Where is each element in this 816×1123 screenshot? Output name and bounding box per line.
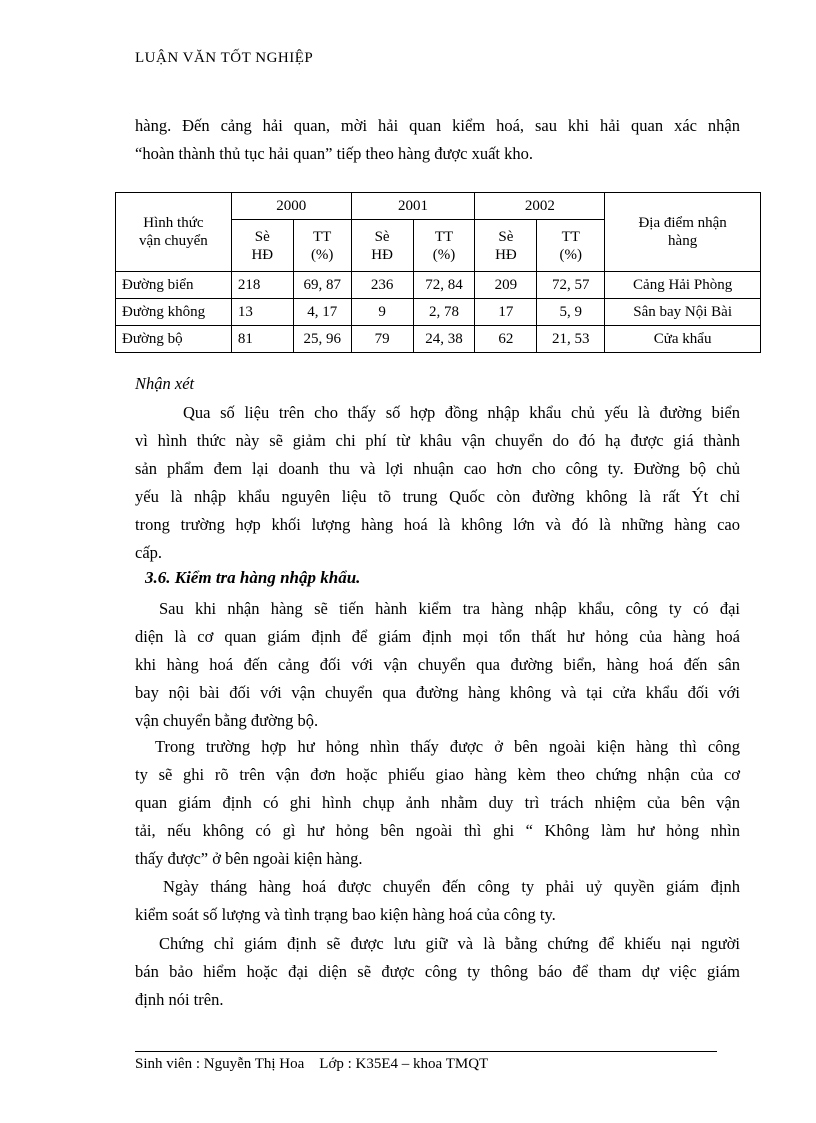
cell-value: 17 — [475, 299, 537, 326]
cell-place: Sân bay Nội Bài — [605, 299, 761, 326]
footer-class: Lớp : K35E4 – khoa TMQT — [319, 1056, 489, 1072]
paragraph-line: Sau khi nhận hàng sẽ tiến hành kiểm tra hàng nhập khẩu, công ty có đại — [159, 599, 740, 618]
remark-line: cấp. — [135, 543, 163, 562]
paragraph-line: ty sẽ ghi rõ trên vận đơn hoặc phiếu giao hàng kèm theo chứng nhận của cơ — [135, 765, 740, 784]
remark-line: trong trường hợp khối lượng hàng hoá là không lớn và đó là những hàng cao — [135, 515, 740, 534]
header-mode — [116, 193, 232, 272]
sub-tt — [293, 220, 351, 272]
page-header: LUẬN VĂN TỐT NGHIỆP — [135, 50, 314, 66]
intro-line: hàng. Đến cảng hải quan, mời hải quan kiểm hoá, sau khi hải quan xác nhận — [135, 116, 740, 135]
cell-place: Cảng Hải Phòng — [605, 272, 761, 299]
cell-value: 2, 78 — [413, 299, 475, 326]
page-footer — [135, 1056, 488, 1073]
cell-value: 218 — [231, 272, 293, 299]
paragraph-line: vận chuyển bằng đường bộ. — [135, 711, 319, 730]
remark-label: Nhận xét — [135, 374, 195, 393]
section-heading: 3.6. Kiểm tra hàng nhập khẩu. — [145, 568, 361, 587]
paragraph-line: thấy được” ở bên ngoài kiện hàng. — [135, 849, 363, 868]
section-paragraph — [135, 930, 740, 1014]
cell-value: 79 — [351, 326, 413, 353]
sub-so — [351, 220, 413, 272]
header-place — [605, 193, 761, 272]
sub-so-line: HĐ — [371, 246, 393, 263]
footer-student: Sinh viên : Nguyễn Thị Hoa — [135, 1056, 305, 1072]
remark-paragraph — [135, 399, 740, 567]
cell-value: 72, 84 — [413, 272, 475, 299]
section-paragraph — [135, 733, 740, 873]
paragraph-line: Chứng chỉ giám định sẽ được lưu giữ và là bằng chứng để khiếu nại người — [159, 934, 740, 953]
header-year: 2001 — [351, 193, 475, 220]
cell-place: Cửa khẩu — [605, 326, 761, 353]
cell-mode: Đường biển — [116, 272, 232, 299]
paragraph-line: Ngày tháng hàng hoá được chuyển đến công ty phải uỷ quyền giám định — [163, 877, 740, 896]
sub-tt-line: TT — [313, 228, 332, 245]
paragraph-line: diện là cơ quan giám định để giám định mọi tổn thất hư hỏng của hàng hoá — [135, 627, 740, 646]
cell-value: 62 — [475, 326, 537, 353]
sub-tt-line: (%) — [310, 246, 334, 263]
cell-value: 24, 38 — [413, 326, 475, 353]
cell-value: 72, 57 — [537, 272, 605, 299]
cell-value: 4, 17 — [293, 299, 351, 326]
table-row — [116, 299, 761, 326]
header-year: 2000 — [231, 193, 351, 220]
paragraph-line: tải, nếu không có gì hư hỏng bên ngoài thì ghi “ Không làm hư hỏng nhìn — [135, 821, 740, 840]
sub-tt-line: TT — [434, 228, 454, 245]
paragraph-line: kiểm soát số lượng và tình trạng bao kiện hàng hoá của công ty. — [135, 905, 556, 924]
cell-value: 21, 53 — [537, 326, 605, 353]
header-mode-line: vận chuyển — [139, 233, 208, 249]
sub-tt — [537, 220, 605, 272]
header-mode-line: Hình thức — [143, 215, 204, 231]
header-place-line: Địa điểm nhận — [638, 215, 727, 231]
sub-so — [231, 220, 293, 272]
sub-so — [475, 220, 537, 272]
paragraph-line: định nói trên. — [135, 990, 224, 1009]
cell-value: 209 — [475, 272, 537, 299]
intro-line: “hoàn thành thủ tục hải quan” tiếp theo hàng được xuất kho. — [135, 144, 533, 163]
sub-tt-line: (%) — [559, 246, 583, 263]
footer-divider — [135, 1051, 717, 1052]
sub-tt-line: (%) — [432, 246, 456, 263]
sub-tt — [413, 220, 475, 272]
intro-paragraph — [135, 112, 740, 168]
cell-value: 81 — [231, 326, 293, 353]
paragraph-line: bán bảo hiểm hoặc đại diện sẽ được công ty thông báo để tham dự việc giám — [135, 962, 740, 981]
table-row — [116, 326, 761, 353]
cell-value: 5, 9 — [537, 299, 605, 326]
table-row — [116, 272, 761, 299]
table-header-row — [116, 193, 761, 220]
paragraph-line: bay nội bài đối với vận chuyển qua đường hàng không và tại cửa khẩu đối với — [135, 683, 740, 702]
cell-value: 9 — [351, 299, 413, 326]
paragraph-line: khi hàng hoá đến cảng đối với vận chuyển qua đường biển, hàng hoá đến sân — [135, 655, 740, 674]
remark-line: vì hình thức này sẽ giảm chi phí từ khâu vận chuyển do đó hạ được giá thành — [135, 431, 740, 450]
section-paragraph — [135, 595, 740, 735]
header-place-line: hàng — [668, 233, 698, 249]
paragraph-line: Trong trường hợp hư hỏng nhìn thấy được ở bên ngoài kiện hàng thì công — [155, 737, 740, 756]
cell-value: 236 — [351, 272, 413, 299]
cell-value: 69, 87 — [293, 272, 351, 299]
sub-so-line: HĐ — [251, 246, 274, 263]
header-year: 2002 — [475, 193, 605, 220]
remark-line: yếu là nhập khẩu nguyên liệu tõ trung Quốc còn đường không là rất Ýt chỉ — [135, 487, 740, 506]
cell-mode: Đường bộ — [116, 326, 232, 353]
remark-line: Qua số liệu trên cho thấy số hợp đồng nhập khẩu chủ yếu là đường biển — [183, 403, 740, 422]
cell-value: 25, 96 — [293, 326, 351, 353]
section-paragraph — [135, 873, 740, 929]
cell-mode: Đường không — [116, 299, 232, 326]
paragraph-line: quan giám định có ghi hình chụp ảnh nhằm duy trì trách nhiệm của bên vận — [135, 793, 740, 812]
sub-so-line: Sè — [498, 228, 514, 245]
sub-so-line: HĐ — [495, 246, 517, 263]
shipping-table — [115, 192, 761, 353]
sub-so-line: Sè — [374, 228, 390, 245]
cell-value: 13 — [231, 299, 293, 326]
sub-so-line: Sè — [254, 228, 270, 245]
sub-tt-line: TT — [561, 228, 580, 245]
remark-line: sản phẩm đem lại doanh thu và lợi nhuận cao hơn cho công ty. Đường bộ chủ — [135, 459, 740, 478]
